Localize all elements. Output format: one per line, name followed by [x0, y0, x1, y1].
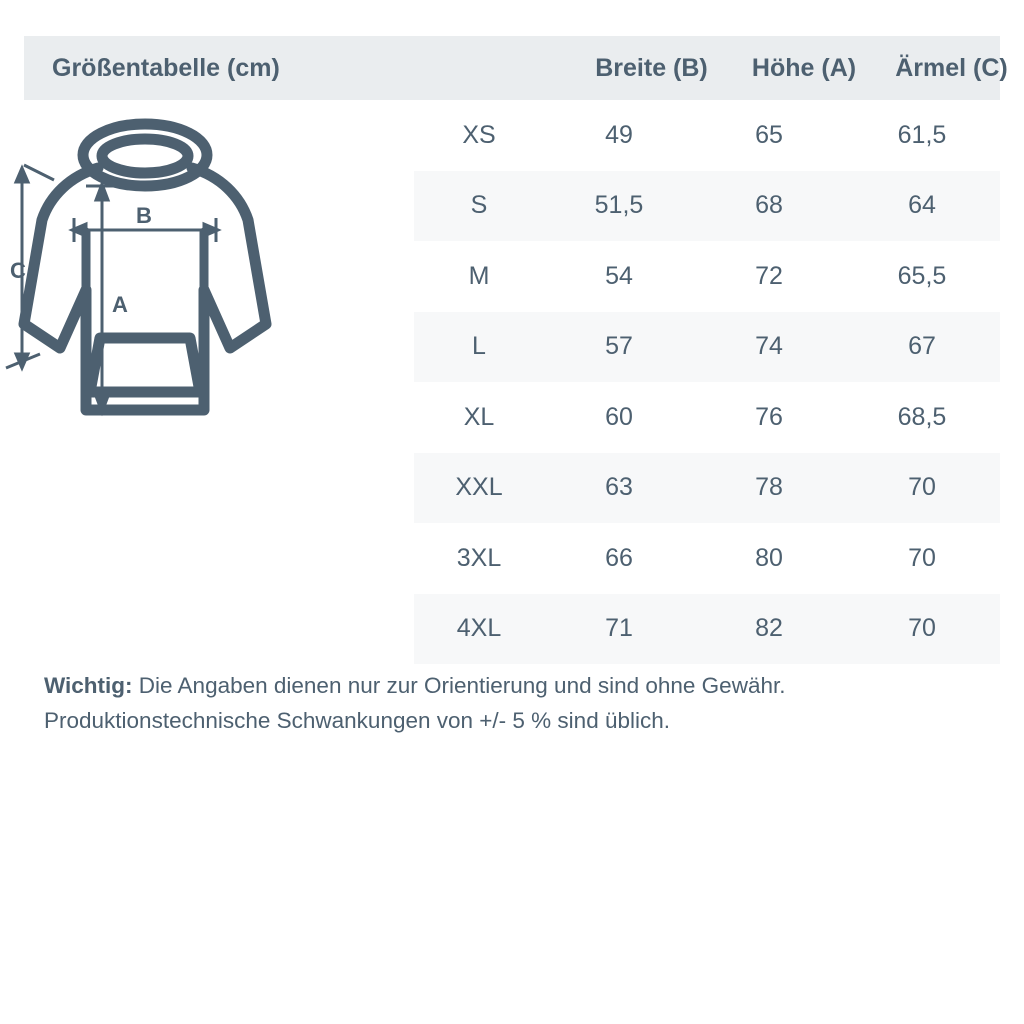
size-table: [414, 100, 1000, 664]
note-line-2: Produktionstechnische Schwankungen von +/- 5 % sind üblich.: [44, 708, 671, 733]
cell-size: S: [470, 191, 488, 220]
cell-size: XL: [463, 402, 495, 431]
table-row: [414, 594, 1000, 665]
cell-width: 49: [605, 120, 633, 149]
cell-size: 4XL: [456, 614, 502, 643]
note-line-1: Die Angaben dienen nur zur Orientierung und sind ohne Gewähr.: [132, 673, 786, 698]
cell-sleeve: 61,5: [897, 120, 947, 149]
label-b: B: [136, 203, 152, 228]
cell-sleeve: 70: [908, 614, 936, 643]
label-c: C: [10, 258, 26, 283]
table-row: [414, 241, 1000, 312]
cell-height: 76: [755, 402, 783, 431]
header-sleeve: Ärmel (C): [895, 53, 1008, 82]
cell-height: 80: [755, 543, 783, 572]
cell-size: XXL: [455, 473, 503, 502]
cell-size: L: [472, 332, 486, 361]
cell-height: 68: [755, 191, 783, 220]
page-title: Größentabelle (cm): [52, 53, 280, 82]
cell-sleeve: 70: [908, 543, 936, 572]
table-header: [24, 36, 1008, 100]
cell-size: M: [468, 261, 490, 290]
cell-sleeve: 64: [908, 191, 936, 220]
cell-size: 3XL: [456, 543, 502, 572]
header-height: Höhe (A): [751, 53, 857, 82]
cell-sleeve: 70: [908, 473, 936, 502]
cell-width: 66: [605, 543, 633, 572]
table-row: [414, 382, 1000, 453]
cell-height: 65: [755, 120, 783, 149]
cell-sleeve: 65,5: [897, 261, 947, 290]
cell-width: 54: [605, 261, 633, 290]
cell-size: XS: [462, 120, 496, 149]
hoodie-diagram-icon: [10, 110, 414, 460]
header-width: Breite (B): [595, 53, 708, 82]
cell-width: 60: [605, 402, 633, 431]
disclaimer-note: [44, 668, 994, 738]
cell-height: 78: [755, 473, 783, 502]
cell-height: 74: [755, 332, 783, 361]
cell-width: 63: [605, 473, 633, 502]
cell-sleeve: 67: [908, 332, 936, 361]
table-row: [414, 312, 1000, 383]
cell-width: 57: [605, 332, 633, 361]
cell-height: 72: [755, 261, 783, 290]
cell-sleeve: 68,5: [897, 402, 947, 431]
label-a: A: [112, 292, 128, 317]
cell-width: 71: [605, 614, 633, 643]
table-row: [414, 171, 1000, 242]
cell-width: 51,5: [594, 191, 644, 220]
note-lead: Wichtig:: [44, 673, 133, 698]
cell-height: 82: [755, 614, 783, 643]
table-row: [414, 453, 1000, 524]
table-row: [414, 523, 1000, 594]
table-row: [414, 100, 1000, 171]
